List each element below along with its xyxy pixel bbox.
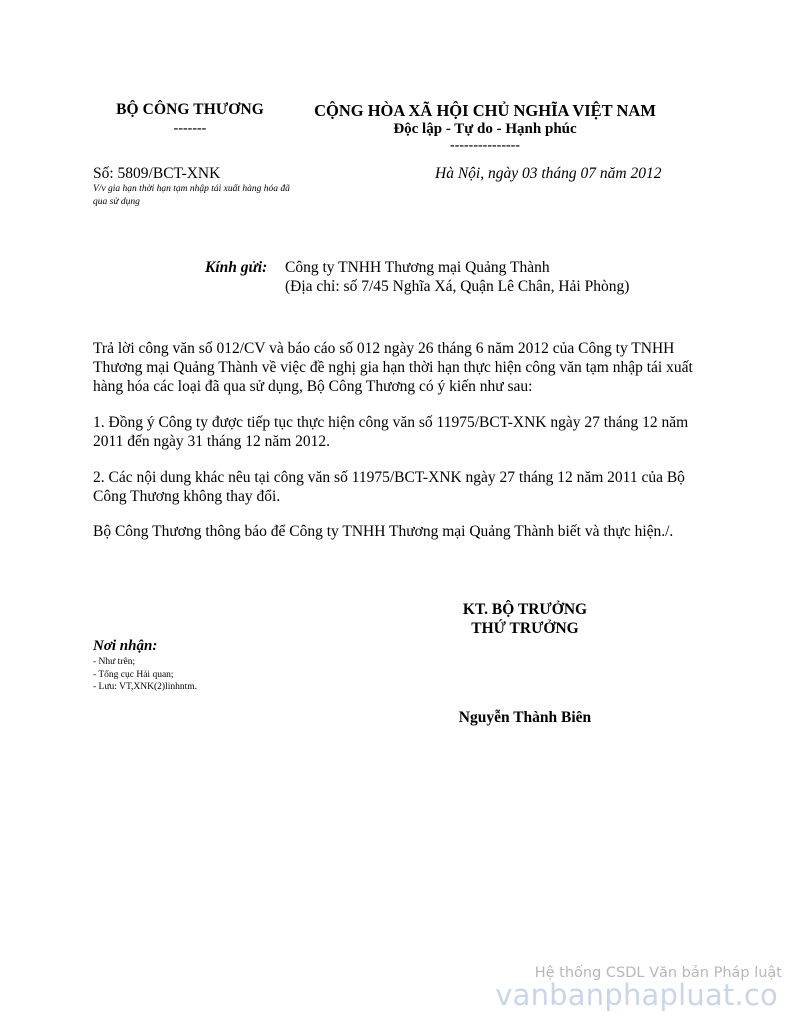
recipient-address: (Địa chỉ: số 7/45 Nghĩa Xá, Quận Lê Chân, Hải Phòng) [285, 278, 630, 295]
watermark-site: vanbanphapluat.co [495, 978, 778, 1012]
national-motto: Độc lập - Tự do - Hạnh phúc [393, 121, 577, 137]
recipient-name: Công ty TNHH Thương mại Quảng Thành [285, 259, 550, 276]
body-paragraph: 1. Đồng ý Công ty được tiếp tục thực hiện công văn số 11975/BCT-XNK ngày 27 tháng 12 năm 2011 đến ngày 31 tháng 12 năm 2012. [93, 414, 689, 450]
organization-separator: ------- [173, 121, 207, 136]
national-title: CỘNG HÒA XÃ HỘI CHỦ NGHĨA VIỆT NAM [314, 101, 656, 120]
watermark-tagline: Hệ thống CSDL Văn bản Pháp luật [534, 965, 782, 981]
recipients-list [93, 656, 197, 694]
recipient-label: Kính gửi: [205, 259, 268, 276]
body-paragraph: 2. Các nội dung khác nêu tại công văn số 11975/BCT-XNK ngày 27 tháng 12 năm 2011 của Bộ Công Thương không thay đổi. [93, 469, 685, 505]
place-and-date: Hà Nội, ngày 03 tháng 07 năm 2012 [435, 165, 662, 182]
document-number: Số: 5809/BCT-XNK [93, 165, 221, 182]
motto-separator: --------------- [450, 138, 520, 153]
list-item: - Như trên; [93, 657, 136, 667]
recipients-label: Nơi nhận: [93, 638, 158, 654]
signer-title: KT. BỘ TRƯỞNG [462, 601, 588, 618]
list-item: - Lưu: VT,XNK(2)linhntm. [93, 682, 198, 692]
body-paragraph: Trả lời công văn số 012/CV và báo cáo số 012 ngày 26 tháng 6 năm 2012 của Công ty TNHH Thương mại Quảng Thành về việc đề nghị gia hạn thời hạn thực hiện công văn tạm nhập tái xuất hàng hóa các loại đã qua sử dụng, Bộ Công Thương có ý kiến như sau: [93, 340, 693, 395]
body-paragraph: Bộ Công Thương thông báo để Công ty TNHH Thương mại Quảng Thành biết và thực hiện./. [93, 523, 674, 540]
issuing-organization: BỘ CÔNG THƯƠNG [116, 101, 264, 118]
signer-subtitle: THỨ TRƯỞNG [471, 620, 579, 637]
document-subject: V/v gia hạn thời hạn tạm nhập tái xuất hàng hóa đã qua sử dụng [93, 184, 290, 207]
list-item: - Tổng cục Hải quan; [93, 669, 174, 680]
signer-name: Nguyễn Thành Biên [458, 709, 592, 726]
